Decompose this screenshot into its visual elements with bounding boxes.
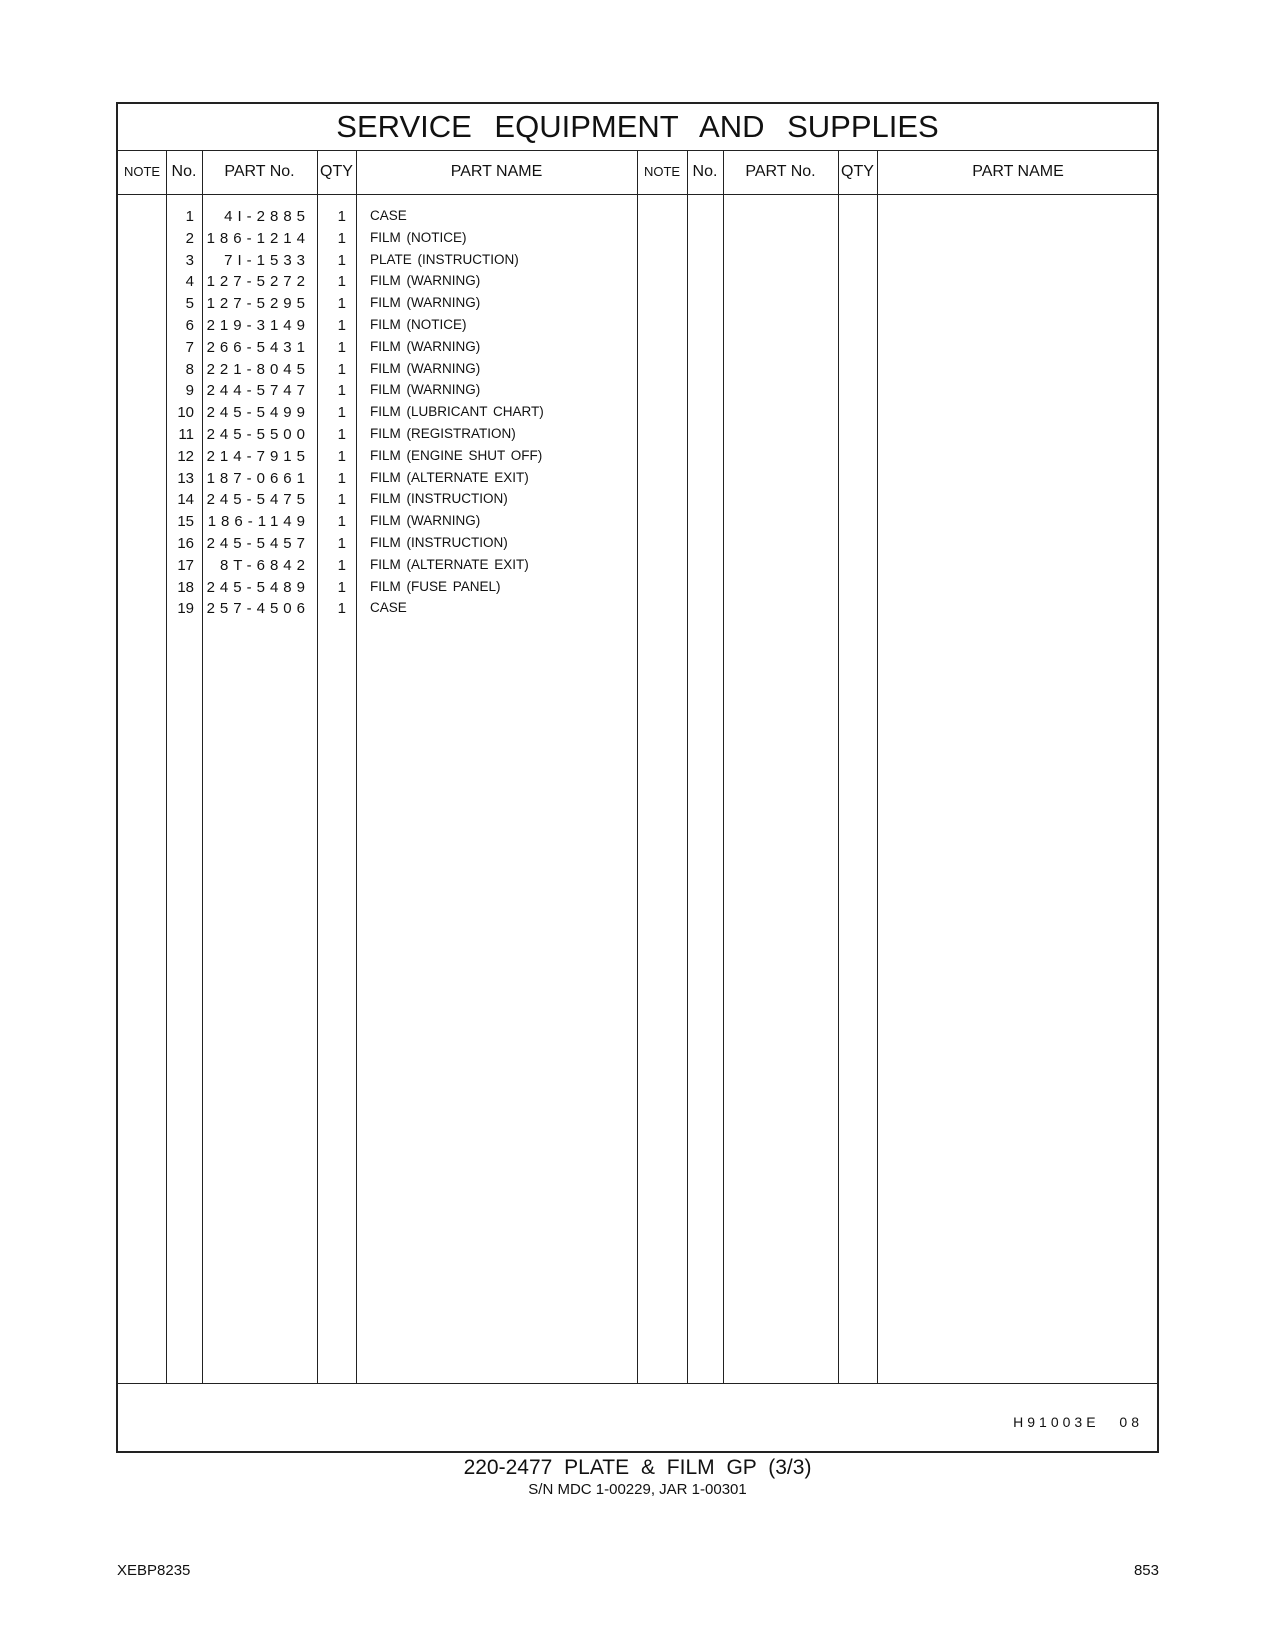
part-number: 245-5499 <box>206 404 310 422</box>
item-number: 8 <box>185 360 194 378</box>
item-number: 6 <box>185 317 194 334</box>
item-number: 9 <box>185 382 194 400</box>
table-row <box>118 598 1157 620</box>
header-no-right: No. <box>692 163 718 180</box>
part-name: FILM (FUSE PANEL) <box>370 578 501 594</box>
quantity: 1 <box>337 513 346 531</box>
part-name: FILM (INSTRUCTION) <box>370 491 508 507</box>
parts-table-frame <box>116 102 1159 1453</box>
part-number: 244-5747 <box>206 382 310 400</box>
part-name: FILM (NOTICE) <box>370 229 467 245</box>
table-row <box>118 250 1157 272</box>
table-row <box>118 337 1157 359</box>
part-name: FILM (LUBRICANT CHART) <box>370 404 544 420</box>
header-part-no-right: PART No. <box>745 163 816 180</box>
table-row <box>118 380 1157 402</box>
table-row <box>118 468 1157 490</box>
table-row <box>118 533 1157 555</box>
item-number: 14 <box>177 491 194 509</box>
item-number: 11 <box>178 426 194 443</box>
quantity: 1 <box>337 535 346 552</box>
item-number: 10 <box>177 404 194 422</box>
item-number: 15 <box>177 513 194 531</box>
part-number: 245-5457 <box>206 535 310 552</box>
part-name: FILM (WARNING) <box>370 295 481 311</box>
quantity: 1 <box>337 251 346 269</box>
item-number: 13 <box>177 469 194 487</box>
table-row <box>118 228 1157 250</box>
part-number: 186-1149 <box>207 513 310 531</box>
header-part-name-left: PART NAME <box>450 163 543 180</box>
item-number: 5 <box>185 295 194 313</box>
quantity: 1 <box>337 229 346 247</box>
part-number: 219-3149 <box>206 317 310 334</box>
part-number: 7I-1533 <box>224 251 310 269</box>
part-number: 214-7915 <box>206 447 310 465</box>
table-row <box>118 271 1157 293</box>
part-number: 127-5272 <box>206 273 310 291</box>
item-number: 3 <box>185 251 194 269</box>
header-qty-left: QTY <box>320 163 353 180</box>
header-part-no-left: PART No. <box>224 163 295 180</box>
quantity: 1 <box>337 600 346 618</box>
table-row <box>118 293 1157 315</box>
part-name: FILM (ALTERNATE EXIT) <box>370 556 529 572</box>
part-number: 187-0661 <box>206 469 310 487</box>
item-number: 19 <box>177 600 194 618</box>
part-name: CASE <box>370 600 407 616</box>
item-number: 17 <box>177 556 194 574</box>
part-number: 245-5489 <box>206 578 310 596</box>
quantity: 1 <box>337 295 346 313</box>
part-name: FILM (ALTERNATE EXIT) <box>370 469 529 485</box>
quantity: 1 <box>337 578 346 596</box>
table-row <box>118 555 1157 577</box>
quantity: 1 <box>337 360 346 378</box>
quantity: 1 <box>337 382 346 400</box>
header-note-left: NOTE <box>123 164 161 179</box>
table-row <box>118 577 1157 599</box>
table-row <box>118 446 1157 468</box>
quantity: 1 <box>337 426 346 443</box>
part-name: FILM (NOTICE) <box>370 317 467 332</box>
quantity: 1 <box>337 556 346 574</box>
quantity: 1 <box>337 491 346 509</box>
item-number: 4 <box>185 273 194 291</box>
part-number: 257-4506 <box>206 600 310 618</box>
part-name: FILM (WARNING) <box>370 382 481 398</box>
part-number: 186-1214 <box>206 229 310 247</box>
table-title: SERVICE EQUIPMENT AND SUPPLIES <box>118 104 1157 151</box>
table-row <box>118 511 1157 533</box>
header-no-left: No. <box>171 163 197 180</box>
group-title: 220-2477 PLATE & FILM GP (3/3) <box>463 1456 812 1479</box>
item-number: 18 <box>177 578 194 596</box>
table-row <box>118 359 1157 381</box>
part-number: 127-5295 <box>206 295 310 313</box>
item-number: 7 <box>185 338 194 356</box>
part-number: 245-5475 <box>206 491 310 509</box>
table-row <box>118 424 1157 446</box>
page-number: 853 <box>1133 1562 1159 1579</box>
quantity: 1 <box>337 469 346 487</box>
part-name: FILM (WARNING) <box>370 273 481 289</box>
part-name: PLATE (INSTRUCTION) <box>370 251 519 267</box>
part-name: FILM (REGISTRATION) <box>370 426 516 441</box>
part-number: 245-5500 <box>206 426 310 443</box>
part-name: FILM (WARNING) <box>370 338 481 354</box>
table-row <box>118 489 1157 511</box>
table-row <box>118 206 1157 228</box>
header-qty-right: QTY <box>841 163 874 180</box>
serial-range: S/N MDC 1-00229, JAR 1-00301 <box>528 1481 747 1498</box>
quantity: 1 <box>337 404 346 422</box>
quantity: 1 <box>337 273 346 291</box>
part-name: FILM (INSTRUCTION) <box>370 535 508 550</box>
quantity: 1 <box>337 447 346 465</box>
part-number: 8T-6842 <box>219 556 310 574</box>
part-name: FILM (WARNING) <box>370 513 481 529</box>
part-name: FILM (ENGINE SHUT OFF) <box>370 447 543 463</box>
item-number: 16 <box>177 535 194 552</box>
item-number: 2 <box>185 229 194 247</box>
quantity: 1 <box>337 208 346 225</box>
part-number: 4I-2885 <box>224 208 310 225</box>
document-id: XEBP8235 <box>117 1562 191 1579</box>
part-number: 221-8045 <box>206 360 310 378</box>
part-number: 266-5431 <box>206 338 310 356</box>
part-name: FILM (WARNING) <box>370 360 481 376</box>
table-row <box>118 315 1157 337</box>
header-divider <box>118 194 1157 195</box>
drawing-code: H91003E 08 <box>1013 1414 1143 1430</box>
quantity: 1 <box>337 317 346 334</box>
item-number: 1 <box>185 208 194 225</box>
header-part-name-right: PART NAME <box>972 163 1064 180</box>
quantity: 1 <box>337 338 346 356</box>
table-row <box>118 402 1157 424</box>
item-number: 12 <box>177 447 194 465</box>
header-note-right: NOTE <box>643 164 681 179</box>
part-name: CASE <box>370 208 407 223</box>
footer-divider <box>118 1383 1157 1384</box>
